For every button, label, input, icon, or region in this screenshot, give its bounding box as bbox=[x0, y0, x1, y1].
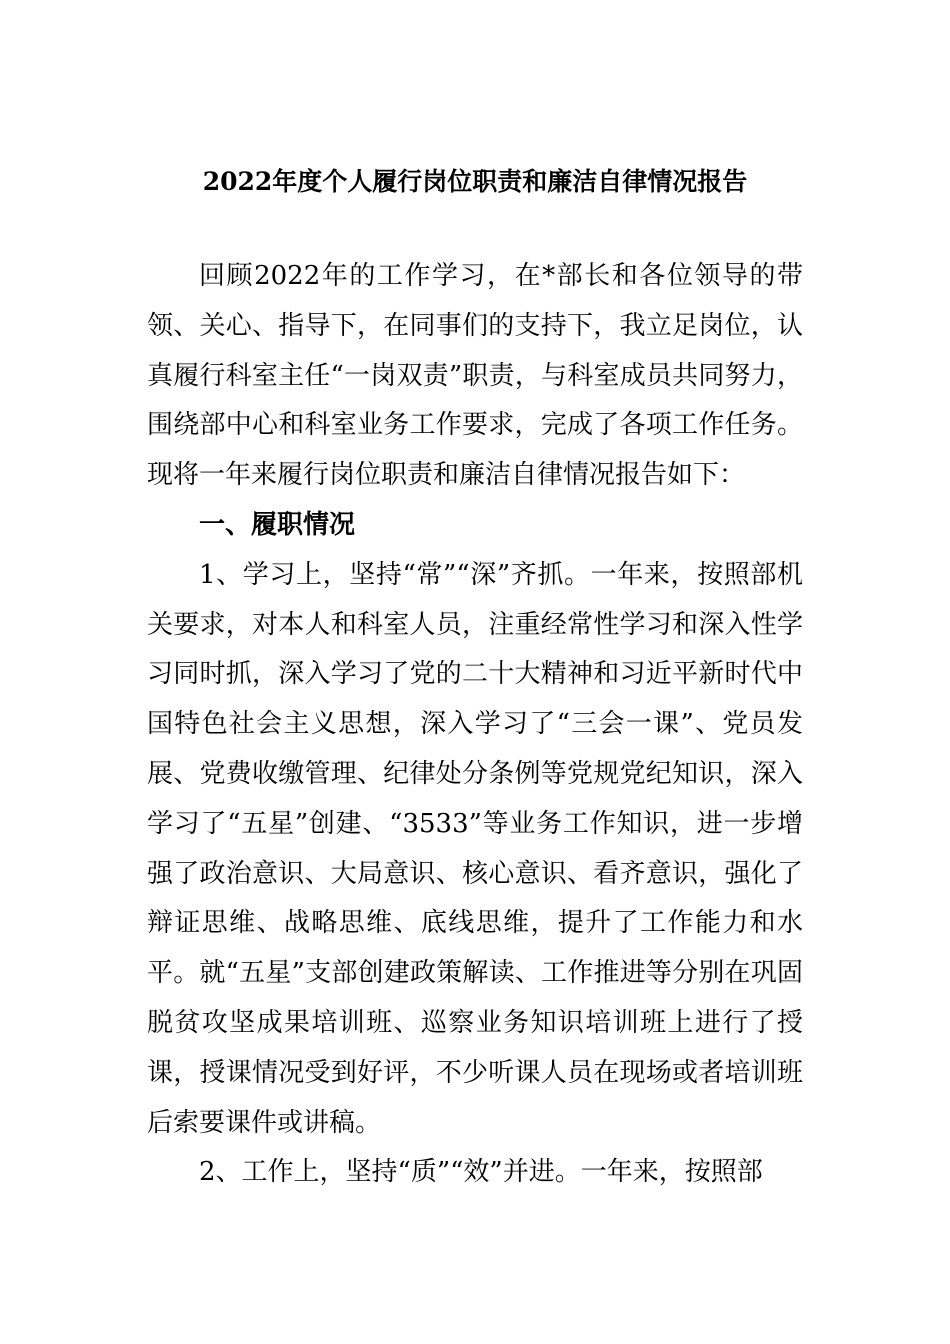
document-body bbox=[147, 252, 803, 1198]
section-heading: 一、履职情况 bbox=[199, 509, 356, 540]
paragraph-item-1: 1、学习上，坚持“常”“深”齐抓。一年来，按照部机关要求，对本人和科室人员，注重经常性学习和深入性学习同时抓，深入学习了党的二十大精神和习近平新时代中国特色社会主义思想，深入学习了“三会一课”、党员发展、党费收缴管理、纪律处分条例等党规党纪知识，深入学习了“五星”创建、“3533”等业务工作知识，进一步增强了政治意识、大局意识、核心意识、看齐意识，强化了辩证思维、战略思维、底线思维，提升了工作能力和水平。就“五星”支部创建政策解读、工作推进等分别在巩固脱贫攻坚成果培训班、巡察业务知识培训班上进行了授课，授课情况受到好评，不少听课人员在现场或者培训班后索要课件或讲稿。 bbox=[147, 559, 803, 1138]
intro-paragraph: 回顾2022年的工作学习，在*部长和各位领导的带领、关心、指导下，在同事们的支持下，我立足岗位，认真履行科室主任“一岗双责”职责，与科室成员共同努力，围绕部中心和科室业务工作要求，完成了各项工作任务。现将一年来履行岗位职责和廉洁自律情况报告如下： bbox=[147, 261, 803, 491]
document-title: 2022年度个人履行岗位职责和廉洁自律情况报告 bbox=[202, 167, 748, 196]
paragraph-item-2: 2、工作上，坚持“质”“效”并进。一年来，按照部 bbox=[199, 1157, 763, 1188]
